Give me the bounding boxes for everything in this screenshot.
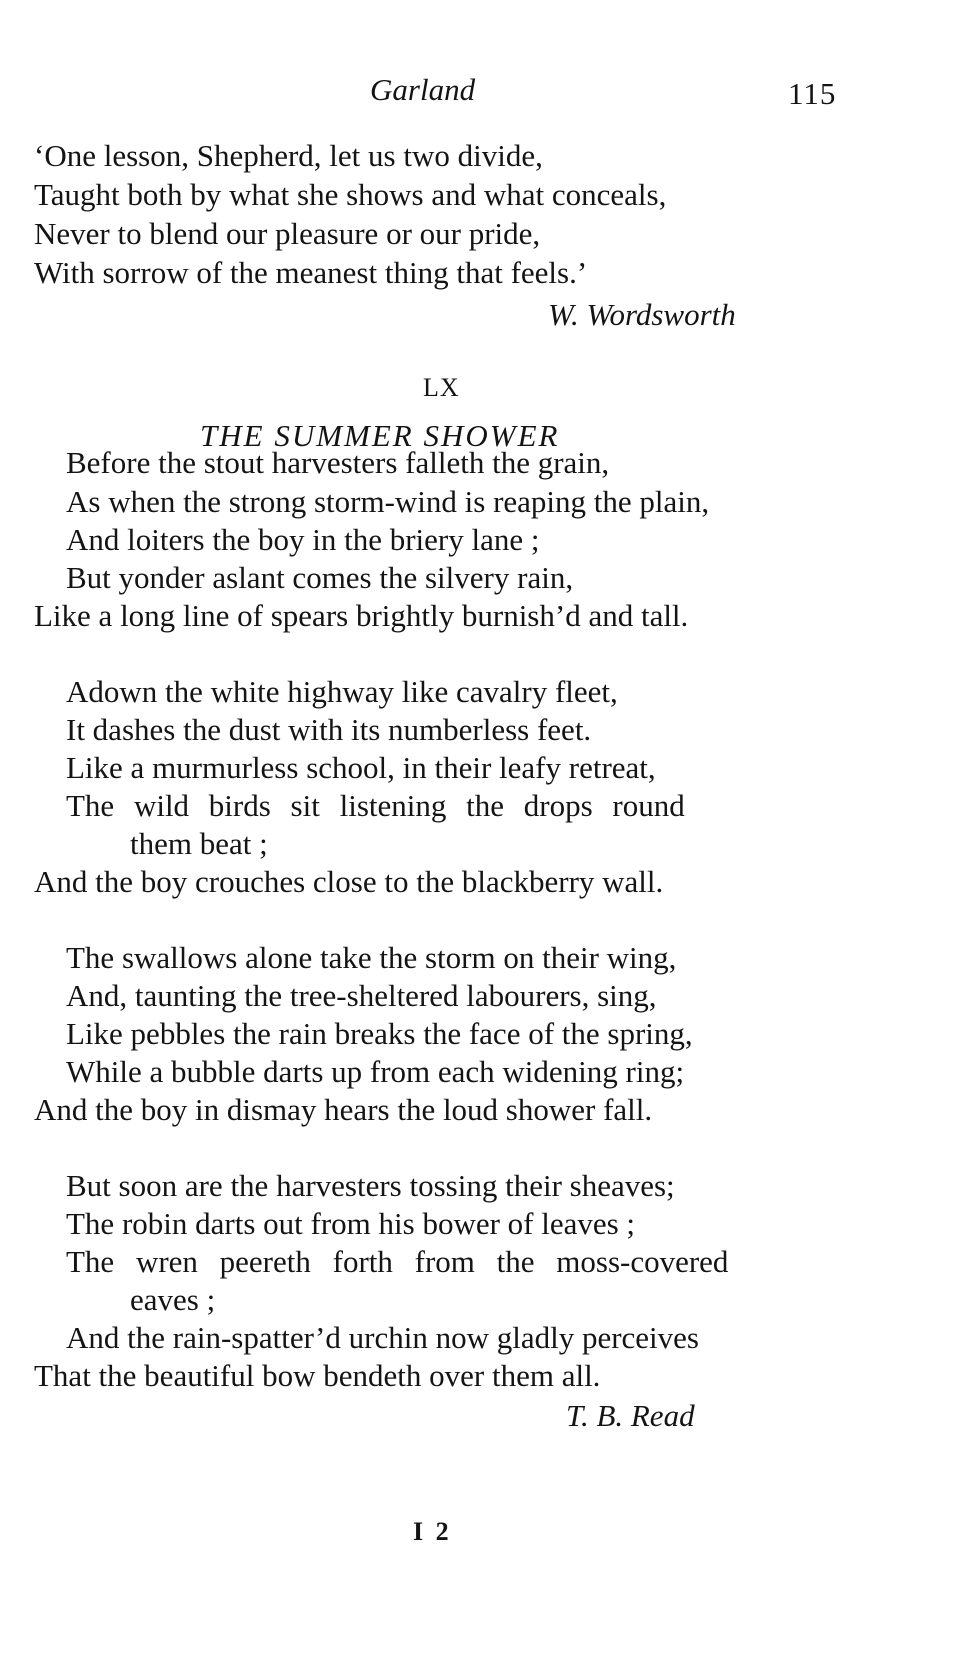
poem-line: That the beautiful bow bendeth over them all. [34, 1358, 601, 1393]
poem-line: The robin darts out from his bower of leaves ; [66, 1206, 636, 1241]
poem-line: And loiters the boy in the briery lane ; [66, 522, 540, 557]
poem-line: And, taunting the tree-sheltered labourers, sing, [66, 978, 657, 1013]
poem-line: The wild birds sit listening the drops round [66, 788, 685, 823]
poem-title: THE SUMMER SHOWER [200, 418, 560, 453]
poem-line: And the rain-spatter’d urchin now gladly perceives [66, 1320, 699, 1355]
quote-line-1: ‘One lesson, Shepherd, let us two divide, [34, 138, 543, 173]
poem-line: Like a murmurless school, in their leafy retreat, [66, 750, 656, 785]
quote-line-3: Never to blend our pleasure or our pride, [34, 216, 541, 251]
poem-line: Like a long line of spears brightly burnish’d and tall. [34, 598, 689, 633]
running-header-title: Garland [370, 72, 476, 107]
poem-line: And the boy in dismay hears the loud shower fall. [34, 1092, 653, 1127]
signature-mark: I 2 [413, 1517, 452, 1546]
page-number: 115 [788, 76, 837, 111]
quote-attribution: W. Wordsworth [548, 297, 736, 332]
poem-line: As when the strong storm-wind is reaping the plain, [66, 484, 710, 519]
poem-line: Like pebbles the rain breaks the face of the spring, [66, 1016, 693, 1051]
poem-line: Adown the white highway like cavalry fleet, [66, 674, 618, 709]
poem-line: But yonder aslant comes the silvery rain, [66, 560, 574, 595]
poem-line: Before the stout harvesters falleth the grain, [66, 445, 610, 480]
poem-line: And the boy crouches close to the blackberry wall. [34, 864, 664, 899]
poem-line: eaves ; [130, 1282, 216, 1317]
poem-attribution: T. B. Read [566, 1398, 695, 1433]
quote-line-2: Taught both by what she shows and what conceals, [34, 177, 667, 212]
quote-line-4: With sorrow of the meanest thing that feels.’ [34, 255, 588, 290]
poem-number: LX [423, 373, 460, 402]
poem-line: The wren peereth forth from the moss-covered [66, 1244, 729, 1279]
poem-line: But soon are the harvesters tossing their sheaves; [66, 1168, 675, 1203]
poem-line: them beat ; [130, 826, 268, 861]
poem-line: It dashes the dust with its numberless feet. [66, 712, 592, 747]
poem-line: The swallows alone take the storm on their wing, [66, 940, 677, 975]
poem-line: While a bubble darts up from each widening ring; [66, 1054, 685, 1089]
